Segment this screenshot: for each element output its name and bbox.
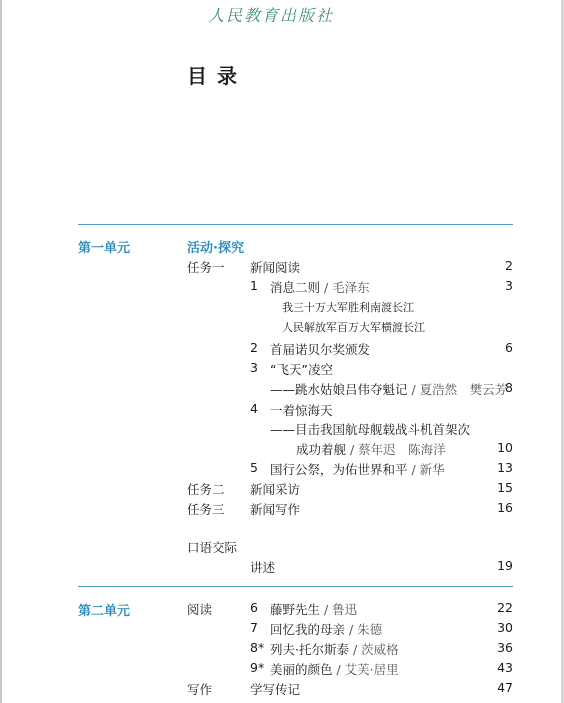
- task2-label: 任务二: [187, 482, 225, 497]
- lesson4-title[interactable]: 一着惊海天: [270, 403, 333, 418]
- publisher-logo: 人民教育出版社: [208, 6, 335, 25]
- writing-label: 写作: [187, 682, 213, 697]
- lesson5-title: 国行公祭，为佑世界和平: [270, 462, 408, 477]
- lesson1-entry[interactable]: [270, 278, 370, 296]
- unit2-divider: [78, 586, 513, 587]
- lesson3-title[interactable]: “飞天”凌空: [270, 362, 333, 377]
- lesson6-page: 22: [497, 600, 513, 615]
- lesson4-cont: 成功着舰: [296, 442, 347, 457]
- lesson1-author: / 毛泽东: [320, 280, 370, 295]
- task1-page: 2: [505, 258, 513, 273]
- lesson7-page: 30: [497, 620, 513, 635]
- lesson4-author: / 蔡年迟 陈海洋: [346, 442, 446, 457]
- lesson8-title: 列夫·托尔斯泰: [270, 642, 349, 657]
- task1-title[interactable]: 新闻阅读: [250, 260, 301, 275]
- task2-page: 15: [497, 480, 513, 495]
- task3-title[interactable]: 新闻写作: [250, 502, 301, 517]
- lesson6-author: / 鲁迅: [320, 602, 358, 617]
- lesson1-number: 1: [250, 278, 258, 293]
- lesson5-number: 5: [250, 460, 258, 475]
- lesson1-title: 消息二则: [270, 280, 321, 295]
- reading-label: 阅读: [187, 602, 213, 617]
- lesson4-subtitle[interactable]: ——目击我国航母舰载战斗机首架次: [270, 422, 471, 437]
- oral-label: 口语交际: [187, 540, 238, 555]
- unit1-section-heading: 活动·探究: [187, 241, 244, 256]
- lesson1-sub1[interactable]: 我三十万大军胜利南渡长江: [282, 301, 414, 314]
- writing-title[interactable]: 学写传记: [250, 682, 301, 697]
- lesson7-author: / 朱德: [345, 622, 383, 637]
- page-edge-left: [0, 0, 2, 703]
- page-title: 目录: [187, 64, 247, 88]
- lesson3-subtitle: ——跳水姑娘吕伟夺魁记: [270, 382, 408, 397]
- writing-page: 47: [497, 680, 513, 695]
- lesson5-entry[interactable]: [270, 460, 445, 478]
- oral-title[interactable]: 讲述: [250, 560, 276, 575]
- lesson6-entry[interactable]: [270, 600, 357, 618]
- unit1-label: 第一单元: [78, 241, 131, 256]
- lesson3-author: / 夏浩然 樊云芳: [407, 382, 508, 397]
- lesson1-sub2[interactable]: 人民解放军百万大军横渡长江: [282, 321, 425, 334]
- task1-label: 任务一: [187, 260, 225, 275]
- lesson3-page: 8: [505, 380, 513, 395]
- task2-title[interactable]: 新闻采访: [250, 482, 301, 497]
- lesson9-title: 美丽的颜色: [270, 662, 333, 677]
- lesson8-page: 36: [497, 640, 513, 655]
- lesson9-number: 9*: [250, 660, 265, 675]
- lesson7-entry[interactable]: [270, 620, 382, 638]
- lesson8-author: / 茨威格: [348, 642, 399, 657]
- lesson4-number: 4: [250, 401, 258, 416]
- lesson2-page: 6: [505, 340, 513, 355]
- lesson9-page: 43: [497, 660, 513, 675]
- lesson4-page: 10: [497, 440, 513, 455]
- lesson8-number: 8*: [250, 640, 265, 655]
- task3-page: 16: [497, 500, 513, 515]
- lesson3-number: 3: [250, 360, 258, 375]
- lesson1-page: 3: [505, 278, 513, 293]
- lesson2-title[interactable]: 首届诺贝尔奖颁发: [270, 342, 371, 357]
- lesson3-subtitle-line[interactable]: [270, 380, 507, 398]
- lesson5-page: 13: [497, 460, 513, 475]
- lesson5-author: / 新华: [407, 462, 445, 477]
- unit1-divider: [78, 224, 513, 225]
- unit2-label: 第二单元: [78, 604, 131, 619]
- lesson7-title: 回忆我的母亲: [270, 622, 346, 637]
- lesson6-number: 6: [250, 600, 258, 615]
- lesson6-title: 藤野先生: [270, 602, 321, 617]
- lesson7-number: 7: [250, 620, 258, 635]
- lesson2-number: 2: [250, 340, 258, 355]
- oral-page: 19: [497, 558, 513, 573]
- task3-label: 任务三: [187, 502, 225, 517]
- lesson8-entry[interactable]: [270, 640, 399, 658]
- lesson9-author: / 艾芙·居里: [332, 662, 399, 677]
- lesson9-entry[interactable]: [270, 660, 399, 678]
- lesson4-subtitle-cont[interactable]: [296, 440, 446, 458]
